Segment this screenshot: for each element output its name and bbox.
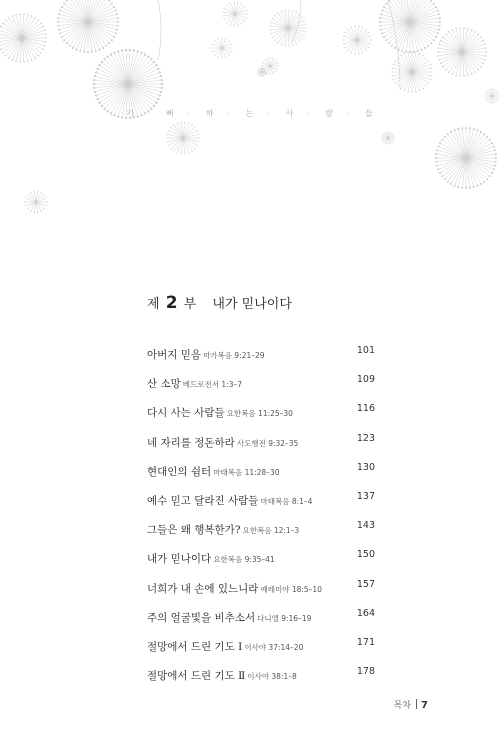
toc-entry-page: 109 bbox=[356, 374, 375, 386]
dandelion-icon bbox=[257, 67, 266, 76]
dandelion-icon bbox=[437, 27, 487, 77]
dandelion-icon bbox=[0, 13, 47, 63]
footer-divider bbox=[416, 699, 417, 709]
tagline-char: 는 bbox=[245, 109, 255, 118]
toc-entry[interactable] bbox=[147, 606, 375, 635]
stem-line bbox=[158, 0, 161, 60]
dandelion-icon bbox=[24, 191, 47, 214]
tagline-char: 하 bbox=[205, 109, 215, 118]
tagline-dot: · bbox=[266, 109, 270, 118]
toc-entry-page: 101 bbox=[356, 345, 375, 356]
toc-entry-page: 150 bbox=[356, 549, 375, 561]
toc-entry-title: 너희가 내 손에 있느니라 bbox=[147, 582, 259, 595]
toc-entry[interactable] bbox=[147, 518, 375, 547]
dandelion-icon bbox=[484, 88, 499, 103]
part-suffix: 부 bbox=[183, 297, 197, 312]
toc-entry-ref: 이사야 38:1–8 bbox=[247, 672, 297, 682]
tagline-char: 람 bbox=[325, 109, 335, 118]
tagline-char: 사 bbox=[285, 109, 295, 118]
dandelion-icon bbox=[211, 37, 232, 58]
toc-entry-ref: 예레미야 18:5–10 bbox=[260, 584, 322, 594]
toc-entry-title: 아버지 믿음 bbox=[147, 349, 202, 361]
toc-entry-ref: 마태복음 11:28–30 bbox=[213, 467, 280, 477]
tagline-dot: · bbox=[346, 109, 350, 118]
toc-entry[interactable] bbox=[147, 664, 375, 693]
dandelion-icon bbox=[223, 1, 248, 26]
toc-entry[interactable] bbox=[147, 460, 375, 489]
table-of-contents bbox=[147, 343, 375, 693]
header-tagline bbox=[0, 108, 500, 119]
dandelion-icon bbox=[57, 0, 119, 53]
toc-entry[interactable] bbox=[147, 401, 375, 430]
toc-entry-title: 그들은 왜 행복한가? bbox=[147, 524, 241, 537]
dandelion-icon bbox=[391, 51, 432, 92]
toc-entry-ref: 요한복음 12:1–3 bbox=[242, 526, 300, 536]
toc-entry-page: 143 bbox=[356, 520, 375, 532]
toc-entry-ref: 요한복음 9:35–41 bbox=[213, 555, 275, 565]
tagline-dot: · bbox=[306, 109, 310, 118]
toc-entry[interactable] bbox=[147, 635, 375, 664]
part-prefix: 제 bbox=[147, 297, 160, 312]
toc-entry-title: 산 소망 bbox=[147, 378, 181, 391]
toc-entry-title: 다시 사는 사람들 bbox=[147, 407, 225, 420]
page-footer bbox=[394, 693, 428, 712]
tagline-char: 들 bbox=[365, 109, 374, 118]
tagline-dot: · bbox=[226, 109, 231, 118]
toc-entry-page: 130 bbox=[356, 461, 375, 473]
toc-entry-ref: 다니엘 9:16–19 bbox=[257, 613, 312, 623]
toc-entry-title: 예수 믿고 달라진 사람들 bbox=[147, 494, 259, 507]
toc-entry[interactable] bbox=[147, 577, 375, 606]
toc-entry-page: 137 bbox=[356, 490, 375, 502]
toc-entry[interactable] bbox=[147, 343, 375, 372]
dandelion-icon bbox=[269, 9, 306, 46]
tagline-dot: · bbox=[186, 109, 191, 118]
toc-entry-page: 164 bbox=[356, 607, 375, 619]
toc-entry-page: 157 bbox=[356, 578, 375, 590]
toc-entry[interactable] bbox=[147, 431, 375, 460]
dandelion-icon bbox=[381, 131, 394, 144]
toc-entry-ref: 베드로전서 1:3–7 bbox=[182, 380, 242, 390]
toc-entry[interactable] bbox=[147, 372, 375, 401]
dandelion-icon bbox=[342, 26, 371, 55]
footer-page-number: 7 bbox=[421, 700, 428, 711]
toc-entry-ref: 마태복음 8:1–4 bbox=[260, 496, 313, 506]
tagline-dot: · bbox=[146, 109, 151, 118]
toc-entry[interactable] bbox=[147, 547, 375, 576]
dandelion-icon bbox=[379, 0, 441, 53]
part-title: 내가 믿나이다 bbox=[212, 297, 292, 312]
part-heading bbox=[147, 293, 292, 313]
toc-entry-page: 116 bbox=[356, 403, 375, 415]
tagline-char: 뻐 bbox=[165, 109, 175, 118]
toc-entry-ref: 사도행전 9:32–35 bbox=[236, 438, 299, 448]
dandelion-icon bbox=[166, 122, 199, 155]
toc-entry-ref: 요한복음 11:25–30 bbox=[226, 409, 293, 419]
toc-entry-title: 네 자리를 정돈하라 bbox=[147, 436, 235, 449]
part-number: 2 bbox=[165, 293, 178, 313]
toc-entry-title: 절망에서 드린 기도 Ⅱ bbox=[147, 670, 246, 683]
toc-entry-title: 내가 믿나이다 bbox=[147, 553, 212, 566]
toc-entry[interactable] bbox=[147, 489, 375, 518]
toc-entry-page: 123 bbox=[356, 432, 375, 444]
toc-entry-page: 178 bbox=[356, 666, 375, 678]
footer-section-label: 목차 bbox=[393, 701, 412, 711]
dandelion-icon bbox=[435, 127, 497, 189]
tagline-char: 기 bbox=[126, 109, 135, 118]
toc-entry-title: 절망에서 드린 기도 Ⅰ bbox=[147, 640, 243, 653]
stem-line bbox=[292, 0, 300, 42]
toc-entry-ref: 이사야 37:14–20 bbox=[244, 642, 304, 652]
toc-entry-title: 현대인의 쉼터 bbox=[147, 465, 212, 478]
toc-entry-page: 171 bbox=[356, 636, 375, 648]
toc-entry-title: 주의 얼굴빛을 비추소서 bbox=[147, 611, 256, 624]
toc-entry-ref: 마가복음 9:21–29 bbox=[203, 351, 265, 360]
